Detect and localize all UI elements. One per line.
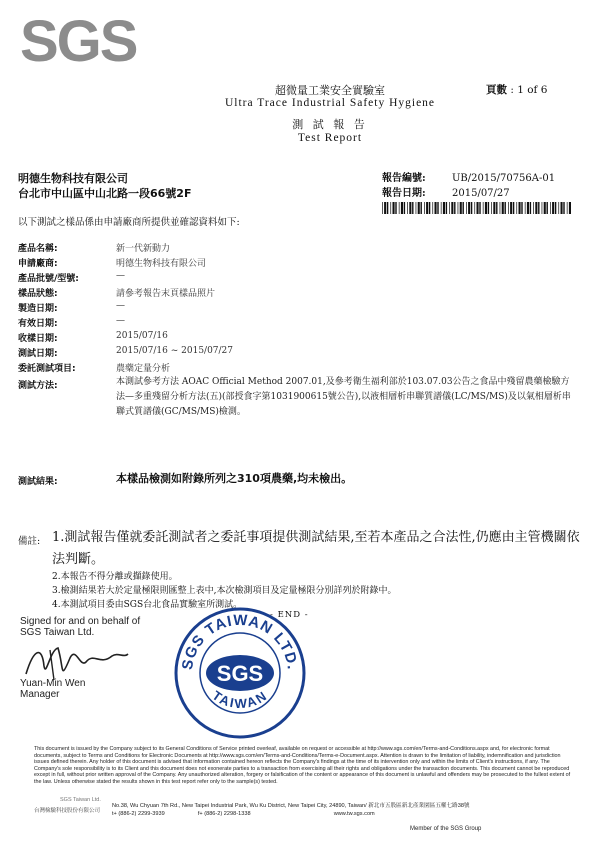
barcode-bar <box>437 202 438 214</box>
barcode-bar <box>421 202 422 214</box>
barcode-bar <box>401 202 403 214</box>
barcode-bar <box>449 202 450 214</box>
signed-for <box>20 616 140 638</box>
barcode-bar <box>513 202 514 214</box>
barcode-bar <box>488 202 489 214</box>
report-title-en: Test Report <box>297 132 363 144</box>
field-label: 測試日期: <box>18 349 58 359</box>
field-value: 2015/07/16 <box>116 331 168 341</box>
field-label: 產品名稱: <box>18 244 58 254</box>
barcode-bar <box>466 202 467 214</box>
barcode-bar <box>563 202 564 214</box>
barcode-bar <box>521 202 522 214</box>
method-text: 本測試參考方法 AOAC Official Method 2007.01,及參考衛生福利部於103.07.03公告之食品中殘留農藥檢驗方法—多重殘留分析方法(五)(部授食字第1031900615號公告),以液相層析串聯質譜儀(LC/MS/MS)及以氣相層析串聯式質譜儀(GC/MS/MS)檢測。 <box>116 377 571 417</box>
barcode-bar <box>407 202 408 214</box>
field-value: 明德生物科技有限公司 <box>116 259 207 269</box>
barcode-bar <box>426 202 428 214</box>
report-date-label: 報告日期: <box>382 188 426 199</box>
field-label: 委託測試項目: <box>18 364 76 374</box>
field-value: — <box>116 271 125 281</box>
barcode-bar <box>446 202 447 214</box>
barcode-bar <box>555 202 556 214</box>
barcode-bar <box>454 202 455 214</box>
footer-member: Member of the SGS Group <box>410 826 482 832</box>
barcode-bar <box>491 202 492 214</box>
field-label: 製造日期: <box>18 304 58 314</box>
field-value: — <box>116 301 125 311</box>
field-value: 農藥定量分析 <box>116 364 171 374</box>
report-date: 2015/07/27 <box>452 188 510 199</box>
barcode-bar <box>567 202 568 214</box>
barcode-bar <box>525 202 526 214</box>
barcode-bar <box>535 202 537 214</box>
field-label: 申請廠商: <box>18 259 58 269</box>
stamp-bottom-text: TAIWAN <box>209 687 271 712</box>
barcode-bar <box>533 202 534 214</box>
report-number: UB/2015/70756A-01 <box>452 173 556 184</box>
page-label: 頁數 <box>486 84 507 96</box>
note-4: 4.本測試項目委由SGS台北食品實驗室所測試。 <box>52 600 243 610</box>
field-label: 有效日期: <box>18 319 58 329</box>
barcode-bar <box>443 202 445 214</box>
barcode-bar <box>547 202 548 214</box>
barcode-bar <box>508 202 509 214</box>
footer-address <box>112 802 470 818</box>
footer-fax: f+ (886-2) 2298-1338 <box>197 811 251 817</box>
footer-logo: SGS Taiwan Ltd. <box>60 797 101 803</box>
barcode-bar <box>382 202 383 214</box>
barcode-bar <box>409 202 411 214</box>
company-stamp <box>170 603 310 743</box>
signed-for-line2: SGS Taiwan Ltd. <box>20 627 95 638</box>
barcode-bar <box>418 202 420 214</box>
barcode-bar <box>395 202 396 214</box>
barcode-bar <box>474 202 475 214</box>
legal-fine-print: This document is issued by the Company subject to its General Conditions of Service printed overleaf, available on request or accessible at http://www.sgs.com/en/Terms-and-Conditions.aspx and, for electronic format documents, subject to Terms and Conditions for Electronic Documents at http://www.sgs.com/en/Terms-and-Conditions/Terms-e-Document.aspx. Attention is drawn to the limitation of liability, indemnification and jurisdiction issues defined therein. Any holder of this document is advised that information contained hereon reflects the Company's findings at the time of its intervention only and within the limits of Client's instructions, if any. The Company's sole responsibility is to its Client and this document does not exonerate parties to a transaction from exercising all their rights and obligations under the transaction documents. This document cannot be reproduced except in full, without prior written approval of the Company. Any unauthorized alteration, forgery or falsification of the content or appearance of this document is unlawful and offenders may be prosecuted to the fullest extent of the law. Unless otherwise stated the results shown in this test report refer only to the sample(s) tested. <box>34 746 571 785</box>
client-name: 明德生物科技有限公司 <box>18 172 128 185</box>
intro-text: 以下測試之樣品係由申請廠商所提供並確認資料如下: <box>18 217 240 228</box>
signer <box>20 678 85 700</box>
barcode-bar <box>468 202 470 214</box>
barcode-bar <box>496 202 497 214</box>
barcode-bar <box>569 202 571 214</box>
barcode-bar <box>483 202 484 214</box>
barcode-bar <box>561 202 563 214</box>
barcode-bar <box>502 202 504 214</box>
barcode-bar <box>429 202 430 214</box>
lab-name-cn: 超微量工業安全實驗室 <box>275 84 385 97</box>
footer-company-cn: 台灣檢驗科技股份有限公司 <box>34 808 101 814</box>
barcode-bar <box>416 202 417 214</box>
barcode-bar <box>471 202 472 214</box>
barcode <box>382 202 572 214</box>
footer-tel: t+ (886-2) 2299-3939 <box>112 811 165 817</box>
barcode-bar <box>558 202 559 214</box>
page-number <box>486 82 547 97</box>
barcode-bar <box>519 202 521 214</box>
stamp-top-text: SGS TAIWAN LTD. <box>178 611 301 672</box>
barcode-bar <box>384 202 386 214</box>
field-value: — <box>116 316 125 326</box>
notes-label: 備註: <box>18 536 41 547</box>
note-2: 2.本報告不得分離或擷錄使用。 <box>52 572 178 582</box>
barcode-bar <box>493 202 495 214</box>
barcode-bar <box>412 202 413 214</box>
barcode-bar <box>463 202 464 214</box>
result-text: 本樣品檢測如附錄所列之310項農藥,均未檢出。 <box>116 472 353 485</box>
field-value: 新一代新動力 <box>116 244 171 254</box>
result-label: 測試結果: <box>18 477 58 487</box>
field-label: 產品批號/型號: <box>18 274 79 284</box>
barcode-bar <box>542 202 543 214</box>
barcode-bar <box>510 202 512 214</box>
barcode-bar <box>432 202 433 214</box>
barcode-bar <box>424 202 425 214</box>
sgs-logo: SGS <box>20 9 137 74</box>
barcode-bar <box>451 202 453 214</box>
field-value: 請參考報告末頁樣品照片 <box>116 289 216 299</box>
barcode-bar <box>505 202 506 214</box>
signer-title: Manager <box>20 689 60 700</box>
barcode-bar <box>390 202 391 214</box>
barcode-bar <box>530 202 531 214</box>
lab-name-en: Ultra Trace Industrial Safety Hygiene <box>224 97 436 109</box>
barcode-bar <box>538 202 539 214</box>
client-block <box>18 171 191 201</box>
barcode-bar <box>516 202 517 214</box>
footer-address-cn: 新北市五股區新北產業園區五權七路38號 <box>368 803 470 809</box>
field-label: 收樣日期: <box>18 334 58 344</box>
barcode-bar <box>393 202 395 214</box>
footer-web: www.tw.sgs.com <box>333 811 375 817</box>
barcode-bar <box>441 202 442 214</box>
end-marker: - END - <box>270 610 309 620</box>
barcode-bar <box>544 202 546 214</box>
barcode-bar <box>460 202 462 214</box>
client-address: 台北市中山區中山北路一段66號2F <box>18 187 192 200</box>
signer-name: Yuan-Min Wen <box>20 678 86 689</box>
footer-address-en: No.38, Wu Chyuan 7th Rd., New Taipei Industrial Park, Wu Ku District, New Taipei City, 24890, Taiwan/ <box>112 803 367 809</box>
stamp-center: SGS <box>216 661 264 686</box>
barcode-bar <box>435 202 437 214</box>
field-value: 2015/07/16 ~ 2015/07/27 <box>116 346 234 356</box>
field-label: 樣品狀態: <box>18 289 58 299</box>
report-title-cn: 測 試 報 告 <box>292 118 368 131</box>
note-1: 1.測試報告僅就委託測試者之委託事項提供測試結果,至若本產品之合法性,仍應由主管機關依法判斷。 <box>52 530 580 567</box>
barcode-bar <box>387 202 388 214</box>
page-value: : 1 of 6 <box>510 84 548 96</box>
barcode-bar <box>477 202 479 214</box>
barcode-bar <box>458 202 459 214</box>
report-meta <box>382 171 555 201</box>
barcode-bar <box>527 202 529 214</box>
barcode-bar <box>399 202 400 214</box>
barcode-bar <box>404 202 405 214</box>
barcode-bar <box>550 202 551 214</box>
barcode-bar <box>485 202 487 214</box>
barcode-bar <box>552 202 554 214</box>
barcode-bar <box>500 202 501 214</box>
note-3: 3.檢測結果若大於定量極限則匯整上表中,本次檢測項目及定量極限分別詳列於附錄中。 <box>52 586 397 596</box>
barcode-bar <box>479 202 480 214</box>
method-label: 測試方法: <box>18 381 58 391</box>
report-number-label: 報告編號: <box>382 173 426 184</box>
signed-for-line1: Signed for and on behalf of <box>20 616 141 627</box>
